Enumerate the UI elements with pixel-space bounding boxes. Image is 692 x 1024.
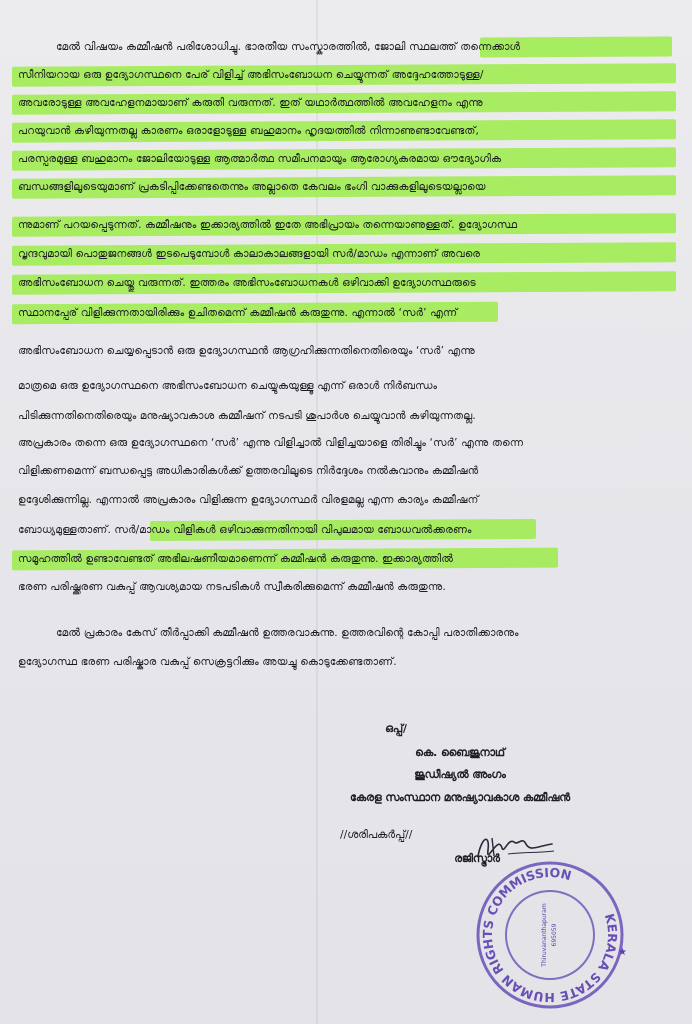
text-line: ബോധ്യമുള്ളതാണ്. സർ/മാഡം വിളികൾ ഒഴിവാക്കുന്നതിനായി വിപുലമായ ബോധവൽക്കരണം (18, 524, 472, 536)
text-line: പറയുവാൻ കഴിയുന്നതല്ല കാരണം ഒരാളോടുള്ള ബഹുമാനം ഹൃദയത്തിൽ നിന്നാണുണ്ടാവേണ്ടത്, (18, 125, 480, 137)
text-line: സമൂഹത്തിൽ ഉണ്ടാവേണ്ടത് അഭിലഷണീയമാണെന്ന് കമ്മീഷൻ കരുതുന്നു. ഇക്കാര്യത്തിൽ (18, 553, 454, 565)
text-line: അഭിസംബോധന ചെയ്തു വരുന്നത്. ഇത്തരം അഭിസംബോധനകൾ ഒഴിവാക്കി ഉദ്യോഗസ്ഥരുടെ (18, 277, 476, 289)
seal-center-line: Thiruvananthapuram (541, 903, 548, 967)
text-line: അഭിസംബോധന ചെയ്യപ്പെടാൻ ഒരു ഉദ്യോഗസ്ഥൻ ആഗ്രഹിക്കുന്നതിനെതിരെയും ‘സർ’ എന്നു (18, 345, 475, 357)
signed-mark: ഒപ്പ്/ (385, 722, 407, 735)
text-line: പിടിക്കുന്നതിനെതിരെയും മനുഷ്യാവകാശ കമ്മീഷന് നടപടി ശുപാർശ ചെയ്യുവാൻ കഴിയുന്നതല്ല. (18, 410, 476, 422)
text-line: സീനിയറായ ഒരു ഉദ്യോഗസ്ഥനെ പേര് വിളിച്ച് അഭിസംബോധന ചെയ്യുന്നത് അദ്ദേഹത്തോടുള്ള/ (18, 69, 484, 81)
text-line: ബന്ധങ്ങളിലൂടെയുമാണ് പ്രകടിപ്പിക്കേണ്ടതെന്നും അല്ലാതെ കേവലം ഭംഗി വാക്കുകളിലൂടെയല്ലായെ (18, 181, 486, 193)
seal-ring-text: KERALA STATE HUMAN RIGHTS COMMISSION (479, 864, 621, 1006)
text-line: വൃന്ദവുമായി പൊതുജനങ്ങൾ ഇടപെടുമ്പോൾ കാലാകാലങ്ങളായി സർ/മാഡം എന്നാണ് അവരെ (18, 248, 481, 260)
text-line: ന്നുമാണ് പറയപ്പെടുന്നത്. കമ്മീഷനും ഇക്കാര്യത്തിൽ ഇതേ അഭിപ്രായം തന്നെയാണുള്ളത്. ഉദ്യോഗസ്ഥ (18, 219, 518, 231)
registrar-label: രജിസ്ട്രാർ (454, 852, 500, 865)
text-line: പരസ്പരമുള്ള ബഹുമാനം ജോലിയോടുള്ള ആത്മാർത്ഥ സമീപനമായും ആരോഗ്യകരമായ ഔദ്യോഗിക (18, 153, 502, 165)
svg-text:KERALA STATE HUMAN RIGHTS COMM (470, 855, 630, 1015)
text-line: വിളിക്കണമെന്ന് ബന്ധപ്പെട്ട അധികാരികൾക്ക് ഉത്തരവിലൂടെ നിർദ്ദേശം നൽകുവാനും കമ്മീഷൻ (18, 465, 479, 477)
text-line: മേൽ പ്രകാരം കേസ് തീർപ്പാക്കി കമ്മീഷൻ ഉത്തരവാകുന്നു. ഉത്തരവിന്റെ കോപ്പി പരാതിക്കാരനും (56, 627, 519, 639)
signatory-designation: ജുഡീഷ്യൽ അംഗം (414, 768, 506, 781)
seal-center-line: 695059 (551, 923, 558, 947)
text-line: ഉദ്യോഗസ്ഥ ഭരണ പരിഷ്കാര വകുപ്പ് സെക്രട്ടറിക്കും അയച്ചു കൊടുക്കേണ്ടതാണ്. (18, 656, 397, 668)
text-line: ഭരണ പരിഷ്ക്കരണ വകുപ്പ് ആവശ്യമായ നടപടികൾ സ്വീകരിക്കുമെന്ന് കമ്മീഷൻ കരുതുന്നു. (18, 581, 446, 593)
signatory-name: കെ. ബൈജുനാഥ് (415, 746, 505, 759)
text-line: സ്ഥാനപ്പേര് വിളിക്കുന്നതായിരിക്കും ഉചിതമെന്ന് കമ്മീഷൻ കരുതുന്നു. എന്നാൽ ‘സർ’ എന്ന് (18, 307, 458, 319)
true-copy-mark: //ശരിപകർപ്പ്// (340, 828, 413, 841)
text-line: അവരോടുള്ള അവഹേളനമായാണ് കരുതി വരുന്നത്. ഇത് യഥാർത്ഥത്തിൽ അവഹേളനം എന്നു (18, 97, 483, 109)
text-line: മേൽ വിഷയം കമ്മീഷൻ പരിശോധിച്ചു. ഭാരതീയ സംസ്കാരത്തിൽ, ജോലി സ്ഥലത്ത് തന്നെക്കാൾ (56, 41, 521, 53)
text-line: അപ്രകാരം തന്നെ ഒരു ഉദ്യോഗസ്ഥനെ ‘സർ’ എന്നു വിളിച്ചാൽ വിളിച്ചയാളെ തിരിച്ചും ‘സർ’ എന്നു തന്നെ (18, 437, 524, 449)
text-line: മാത്രമെ ഒരു ഉദ്യോഗസ്ഥനെ അഭിസംബോധന ചെയ്യുകയുള്ളൂ എന്ന് ഒരാൾ നിർബന്ധം (18, 380, 438, 392)
signatory-organization: കേരള സംസ്ഥാന മനുഷ്യാവകാശ കമ്മീഷൻ (350, 791, 570, 804)
text-line: ഉദ്ദേശിക്കുന്നില്ല. എന്നാൽ അപ്രകാരം വിളിക്കുന്ന ഉദ്യോഗസ്ഥർ വിരളമല്ല എന്ന കാര്യം കമ്മീഷന് (18, 494, 479, 506)
svg-text:★: ★ (618, 947, 627, 958)
seal-icon (470, 855, 630, 1015)
commission-seal (470, 855, 630, 1015)
